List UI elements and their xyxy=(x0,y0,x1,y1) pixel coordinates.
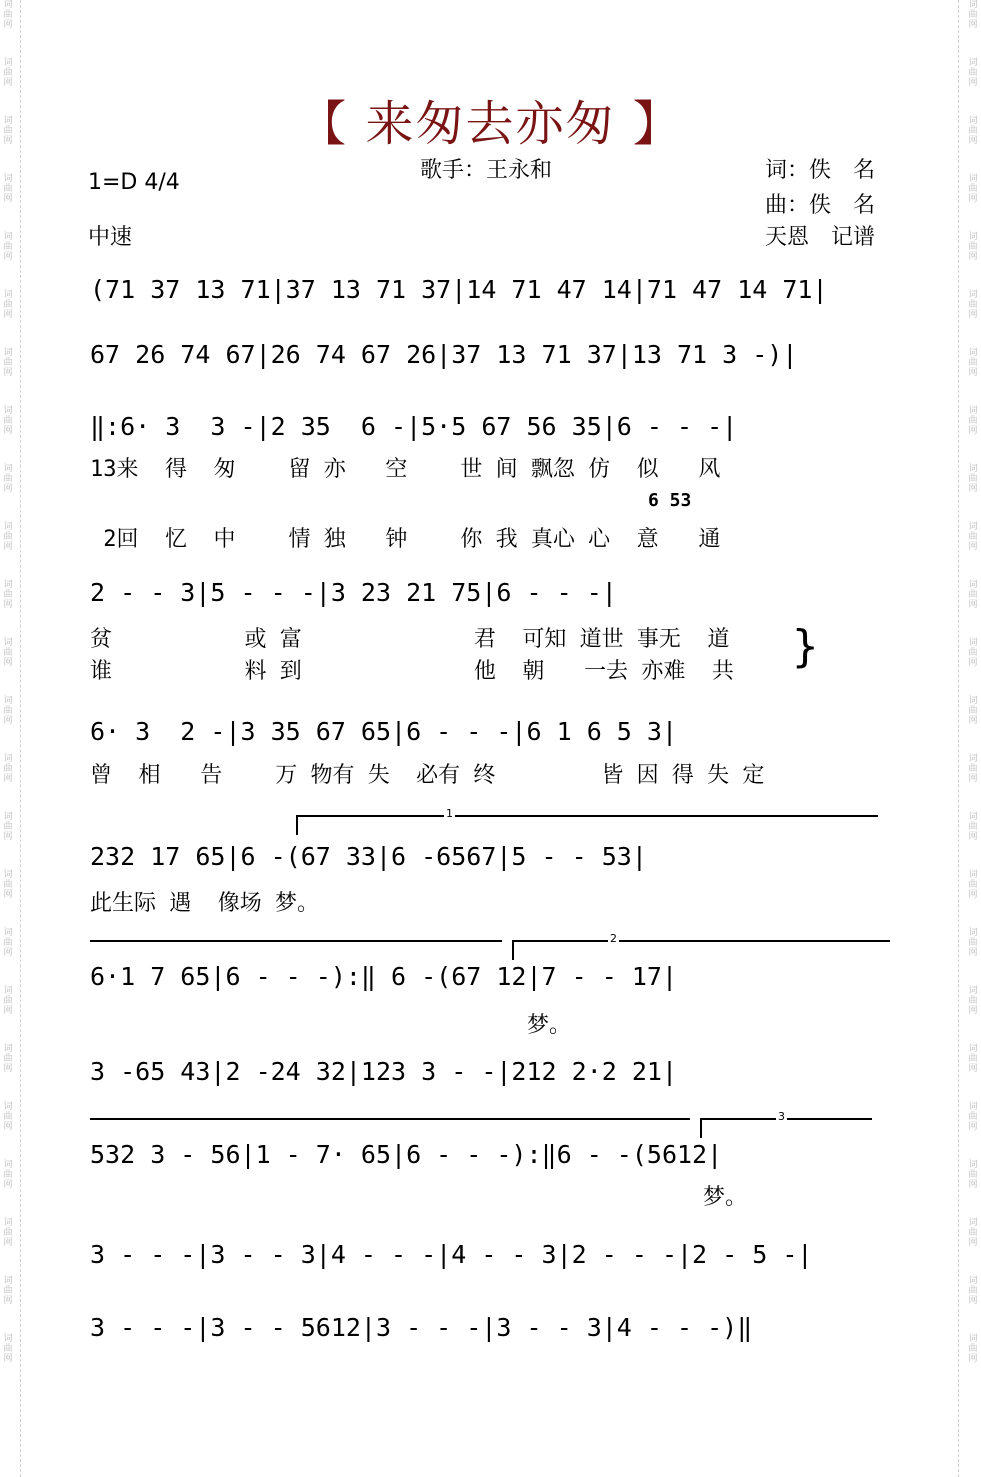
verse-brace: } xyxy=(792,621,819,672)
watermark-text: 词曲网 xyxy=(968,522,978,552)
key-signature: 1=D 4/4 xyxy=(88,170,180,195)
notation-line-10: 3 - - -|3 - - 3|4 - - -|4 - - 3|2 - - -|2 - 5 -| xyxy=(90,1240,813,1269)
watermark-text: 词曲网 xyxy=(3,406,13,436)
right-border-line xyxy=(958,0,959,1477)
tempo-marking: 中速 xyxy=(88,225,133,250)
song-title: 【 来匆去亦匆 】 xyxy=(298,96,683,152)
watermark-text: 词曲网 xyxy=(3,1044,13,1074)
watermark-text: 词曲网 xyxy=(3,696,13,726)
watermark-text: 词曲网 xyxy=(968,174,978,204)
watermark-text: 词曲网 xyxy=(968,986,978,1016)
watermark-text: 词曲网 xyxy=(3,58,13,88)
watermark-text: 词曲网 xyxy=(3,116,13,146)
notation-line-1: (71 37 13 71|37 13 71 37|14 71 47 14|71 47 14 71| xyxy=(90,275,828,304)
watermark-text: 词曲网 xyxy=(968,232,978,262)
side-watermark-right xyxy=(967,0,979,1477)
watermark-text: 词曲网 xyxy=(3,1276,13,1306)
watermark-text: 词曲网 xyxy=(968,754,978,784)
watermark-text: 词曲网 xyxy=(3,232,13,262)
lyric-line-5: 曾 相 告 万 物有 失 必有 终 皆 因 得 失 定 xyxy=(90,763,765,788)
volta-bracket-3 xyxy=(700,1110,872,1138)
watermark-text: 词曲网 xyxy=(968,696,978,726)
lyric-line-3-verse-2: 2回 忆 中 情 独 钟 你 我 真心 心 意 通 xyxy=(90,527,721,552)
volta-bracket-1 xyxy=(296,807,878,835)
lyric-line-4-verse-1: 贫 或 富 君 可知 道世 事无 道 xyxy=(90,627,730,652)
lyric-line-4-verse-2: 谁 料 到 他 朝 一去 亦难 共 xyxy=(90,659,734,684)
alternate-notes: 6 53 xyxy=(648,490,692,511)
watermark-text: 词曲网 xyxy=(3,812,13,842)
watermark-text: 词曲网 xyxy=(3,870,13,900)
volta-line-1-end xyxy=(90,940,502,942)
watermark-text: 词曲网 xyxy=(968,1160,978,1190)
watermark-text: 词曲网 xyxy=(968,928,978,958)
watermark-text: 词曲网 xyxy=(968,638,978,668)
side-watermark-left xyxy=(2,0,14,1477)
notation-line-7: 6·1 7 65|6 - - -):‖ 6 -(67 12|7 - - 17| xyxy=(90,962,677,991)
notation-line-6: 232 17 65|6 -(67 33|6 -6567|5 - - 53| xyxy=(90,842,647,871)
watermark-text: 词曲网 xyxy=(3,464,13,494)
watermark-text: 词曲网 xyxy=(968,1044,978,1074)
watermark-text: 词曲网 xyxy=(3,1160,13,1190)
watermark-text: 词曲网 xyxy=(3,1218,13,1248)
watermark-text: 词曲网 xyxy=(968,58,978,88)
watermark-text: 词曲网 xyxy=(968,290,978,320)
watermark-text: 词曲网 xyxy=(3,754,13,784)
watermark-text: 词曲网 xyxy=(3,1334,13,1364)
watermark-text: 词曲网 xyxy=(968,1102,978,1132)
watermark-text: 词曲网 xyxy=(968,870,978,900)
lyric-line-9: 梦。 xyxy=(703,1185,748,1210)
volta-number-3: 3 xyxy=(778,1110,785,1123)
watermark-text: 词曲网 xyxy=(3,522,13,552)
watermark-text: 词曲网 xyxy=(968,348,978,378)
notation-line-3: ‖:6· 3 3 -|2 35 6 -|5·5 67 56 35|6 - - -| xyxy=(90,412,738,441)
watermark-text: 词曲网 xyxy=(968,580,978,610)
lyric-line-7: 梦。 xyxy=(527,1013,572,1038)
watermark-text: 词曲网 xyxy=(968,1218,978,1248)
watermark-text: 词曲网 xyxy=(968,406,978,436)
notation-line-5: 6· 3 2 -|3 35 67 65|6 - - -|6 1 6 5 3| xyxy=(90,717,677,746)
composer-credit: 曲：佚 名 xyxy=(765,193,876,218)
volta-bracket-2 xyxy=(512,932,890,960)
notation-line-9: 532 3 - 56|1 - 7· 65|6 - - -):‖6 - -(5612| xyxy=(90,1140,723,1169)
watermark-text: 词曲网 xyxy=(968,116,978,146)
watermark-text: 词曲网 xyxy=(3,1102,13,1132)
lyricist-credit: 词：佚 名 xyxy=(765,158,876,183)
singer-credit: 歌手：王永和 xyxy=(420,158,553,183)
watermark-text: 词曲网 xyxy=(3,986,13,1016)
notation-line-2: 67 26 74 67|26 74 67 26|37 13 71 37|13 71 3 -)| xyxy=(90,340,798,369)
lyric-line-3-verse-1: 13来 得 匆 留 亦 空 世 间 飘忽 仿 似 风 xyxy=(90,457,721,482)
watermark-text: 词曲网 xyxy=(968,1276,978,1306)
notation-line-4: 2 - - 3|5 - - -|3 23 21 75|6 - - -| xyxy=(90,578,617,607)
watermark-text: 词曲网 xyxy=(968,464,978,494)
watermark-text: 词曲网 xyxy=(968,812,978,842)
watermark-text: 词曲网 xyxy=(3,638,13,668)
notation-line-11: 3 - - -|3 - - 5612|3 - - -|3 - - 3|4 - - -)‖ xyxy=(90,1313,753,1342)
left-border-line xyxy=(20,0,21,1477)
watermark-text: 词曲网 xyxy=(3,348,13,378)
notation-line-8: 3 -65 43|2 -24 32|123 3 - -|212 2·2 21| xyxy=(90,1057,677,1086)
lyric-line-6: 此生际 遇 像场 梦。 xyxy=(90,891,319,916)
watermark-text: 词曲网 xyxy=(3,928,13,958)
volta-number-1: 1 xyxy=(446,807,453,820)
watermark-text: 词曲网 xyxy=(3,0,13,30)
watermark-text: 词曲网 xyxy=(3,290,13,320)
transcriber-credit: 天恩 记谱 xyxy=(765,225,876,250)
watermark-text: 词曲网 xyxy=(968,0,978,30)
watermark-text: 词曲网 xyxy=(968,1334,978,1364)
watermark-text: 词曲网 xyxy=(3,580,13,610)
volta-line-2-end xyxy=(90,1118,690,1120)
watermark-text: 词曲网 xyxy=(3,174,13,204)
volta-number-2: 2 xyxy=(610,932,617,945)
